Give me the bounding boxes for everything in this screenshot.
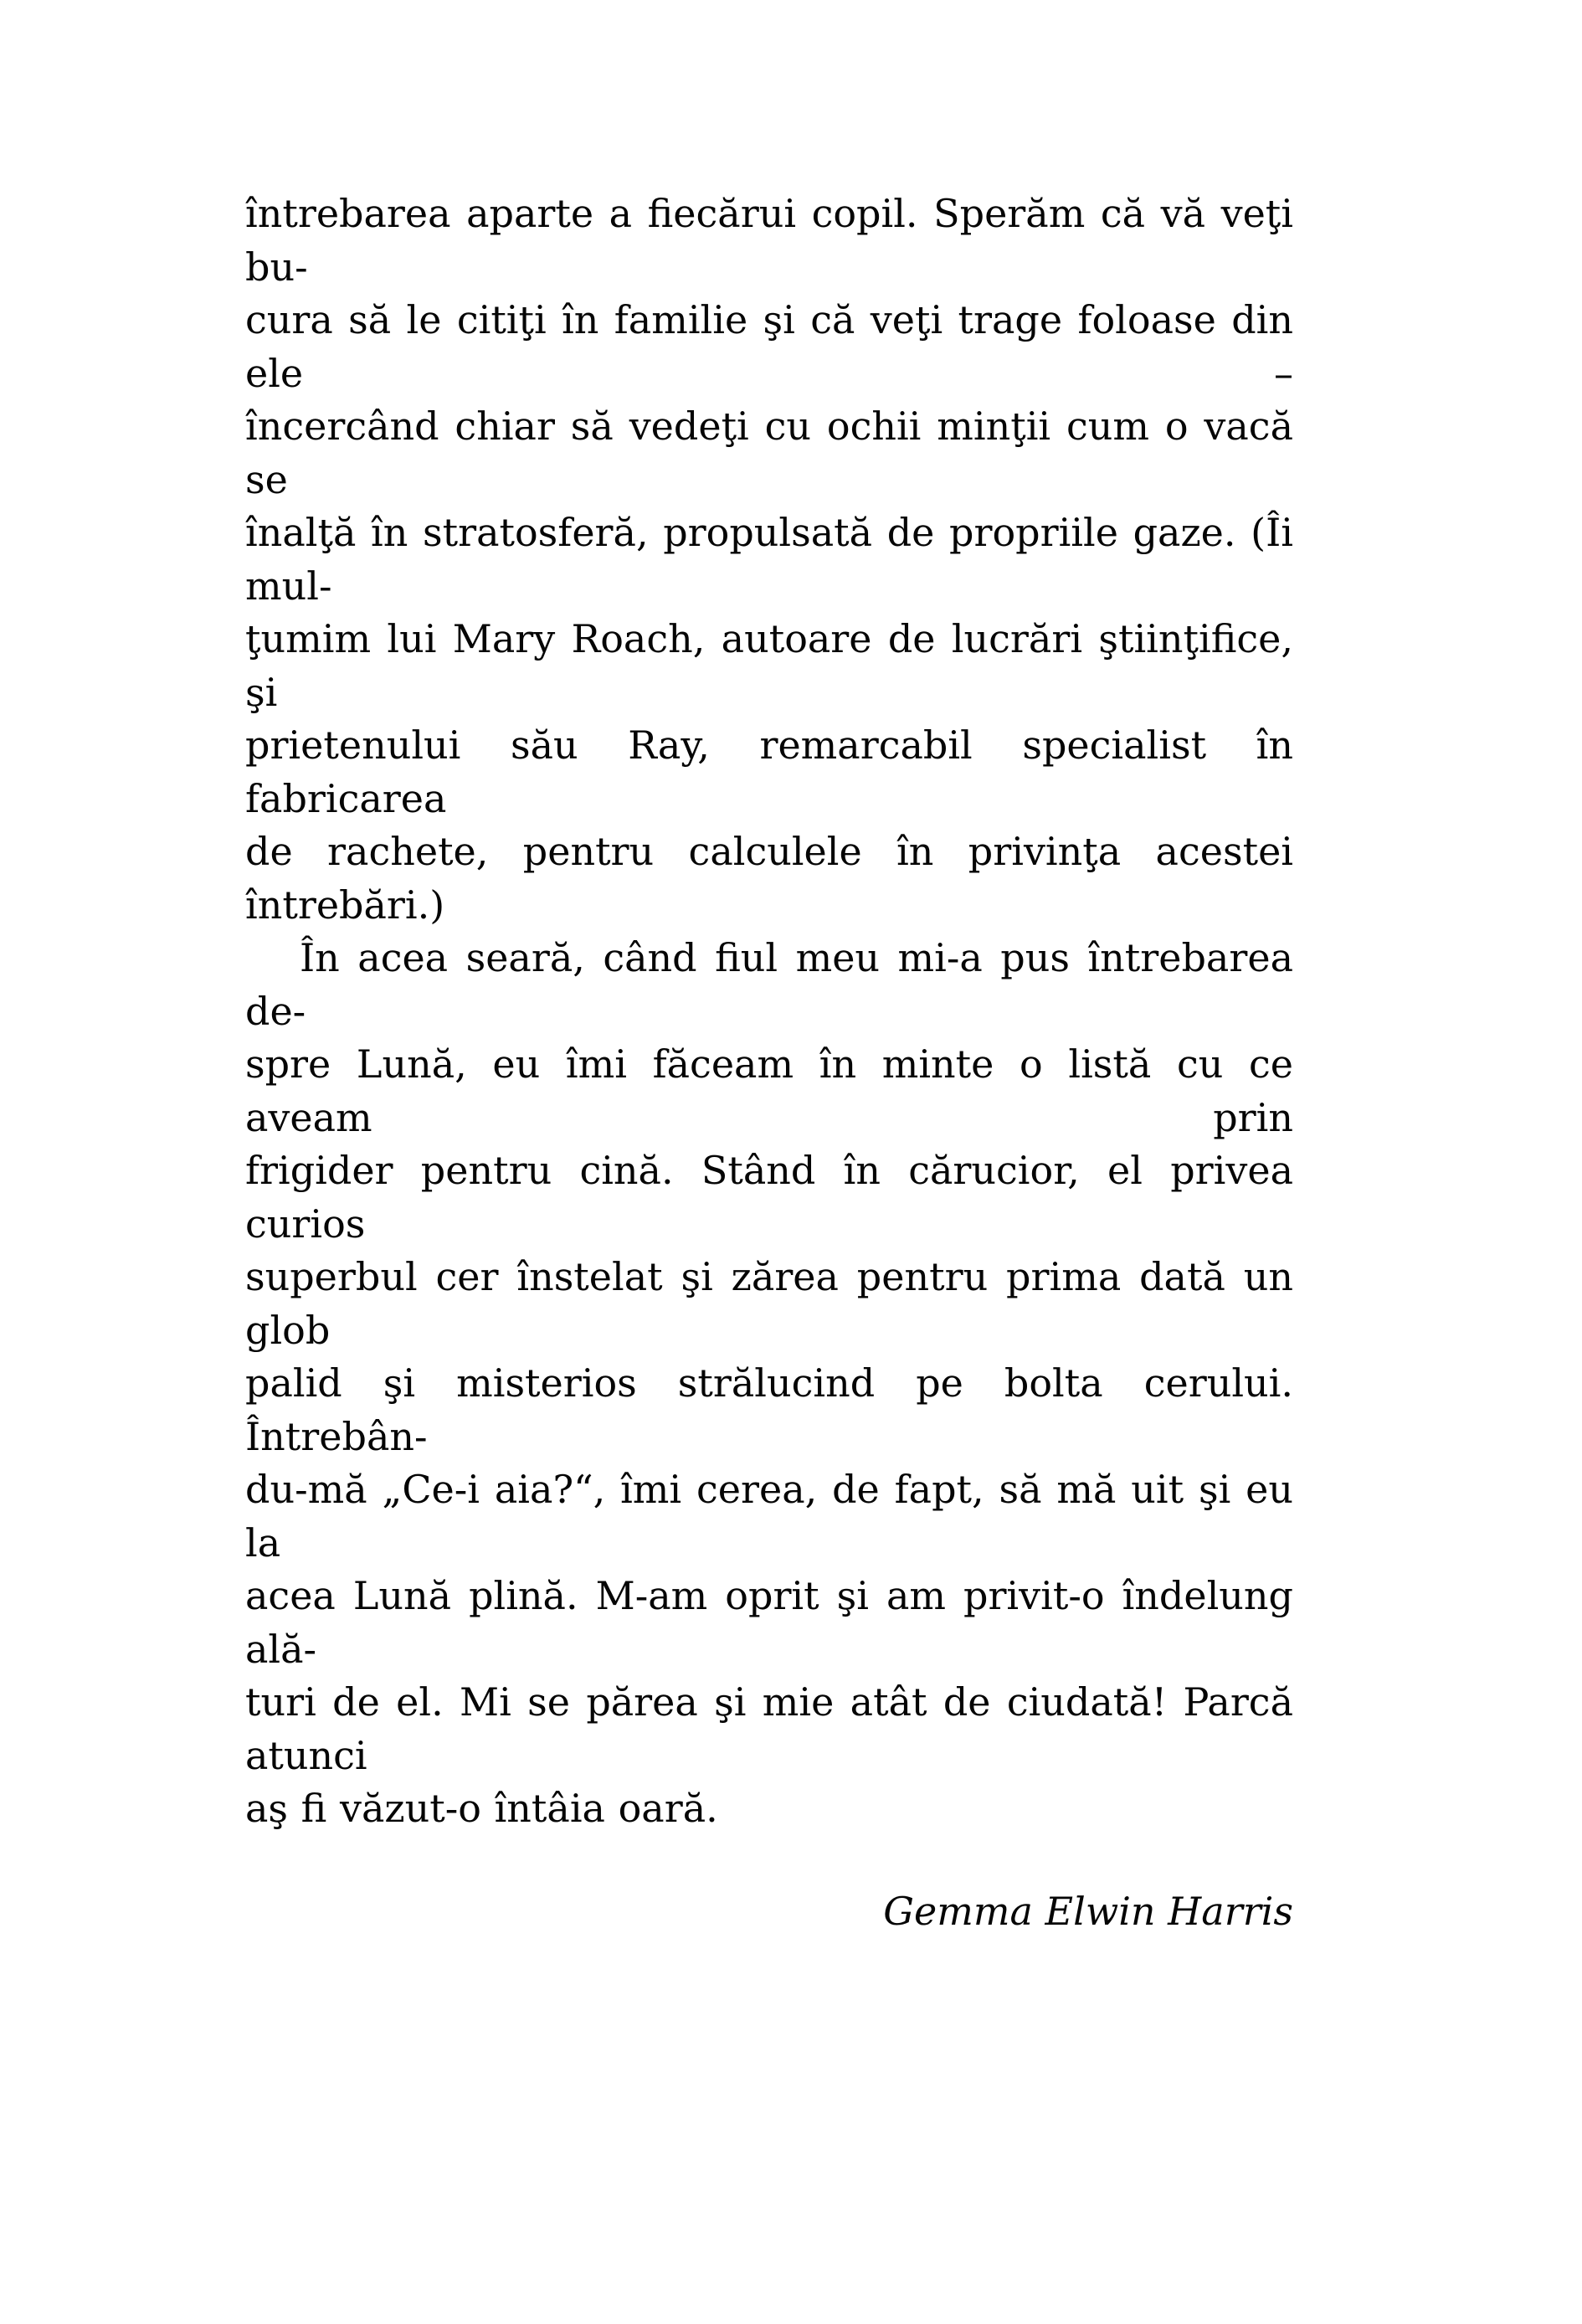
text-line: ţumim lui Mary Roach, autoare de lucrări ştiinţifice, şi: [245, 616, 1293, 715]
text-line: spre Lună, eu îmi făceam în minte o listă cu ce aveam prin: [245, 1041, 1293, 1140]
text-line: de rachete, pentru calculele în privinţa acestei întrebări.): [245, 829, 1293, 928]
text-line: superbul cer înstelat şi zărea pentru prima dată un glob: [245, 1254, 1293, 1353]
text-line: acea Lună plină. M-am oprit şi am privit-o îndelung ală-: [245, 1573, 1293, 1672]
text-line: încercând chiar să vedeţi cu ochii minţii cum o vacă se: [245, 404, 1293, 502]
text-line: întrebarea aparte a fiecărui copil. Sperăm că vă veţi bu-: [245, 191, 1293, 290]
page-text-block: [245, 188, 1293, 1938]
text-line: frigider pentru cină. Stând în cărucior, el privea curios: [245, 1148, 1293, 1247]
text-line: prietenului său Ray, remarcabil specialist în fabricarea: [245, 722, 1293, 821]
text-line: înalţă în stratosferă, propulsată de propriile gaze. (Îi mul-: [245, 510, 1293, 609]
text-line: palid şi misterios strălucind pe bolta cerului. Întrebân-: [245, 1360, 1293, 1459]
paragraph: [245, 188, 1293, 932]
body-paragraphs: [245, 188, 1293, 1836]
author-signature: Gemma Elwin Harris: [883, 1888, 1293, 1934]
text-line: În acea seară, când fiul meu mi-a pus întrebarea de-: [245, 935, 1293, 1034]
text-line: aş fi văzut-o întâia oară.: [245, 1786, 718, 1831]
text-line: du-mă „Ce-i aia?“, îmi cerea, de fapt, să mă uit şi eu la: [245, 1467, 1293, 1566]
text-line: cura să le citiţi în familie şi că veţi trage foloase din ele –: [245, 297, 1293, 396]
paragraph: [245, 932, 1293, 1836]
text-line: turi de el. Mi se părea şi mie atât de ciudată! Parcă atunci: [245, 1679, 1293, 1778]
